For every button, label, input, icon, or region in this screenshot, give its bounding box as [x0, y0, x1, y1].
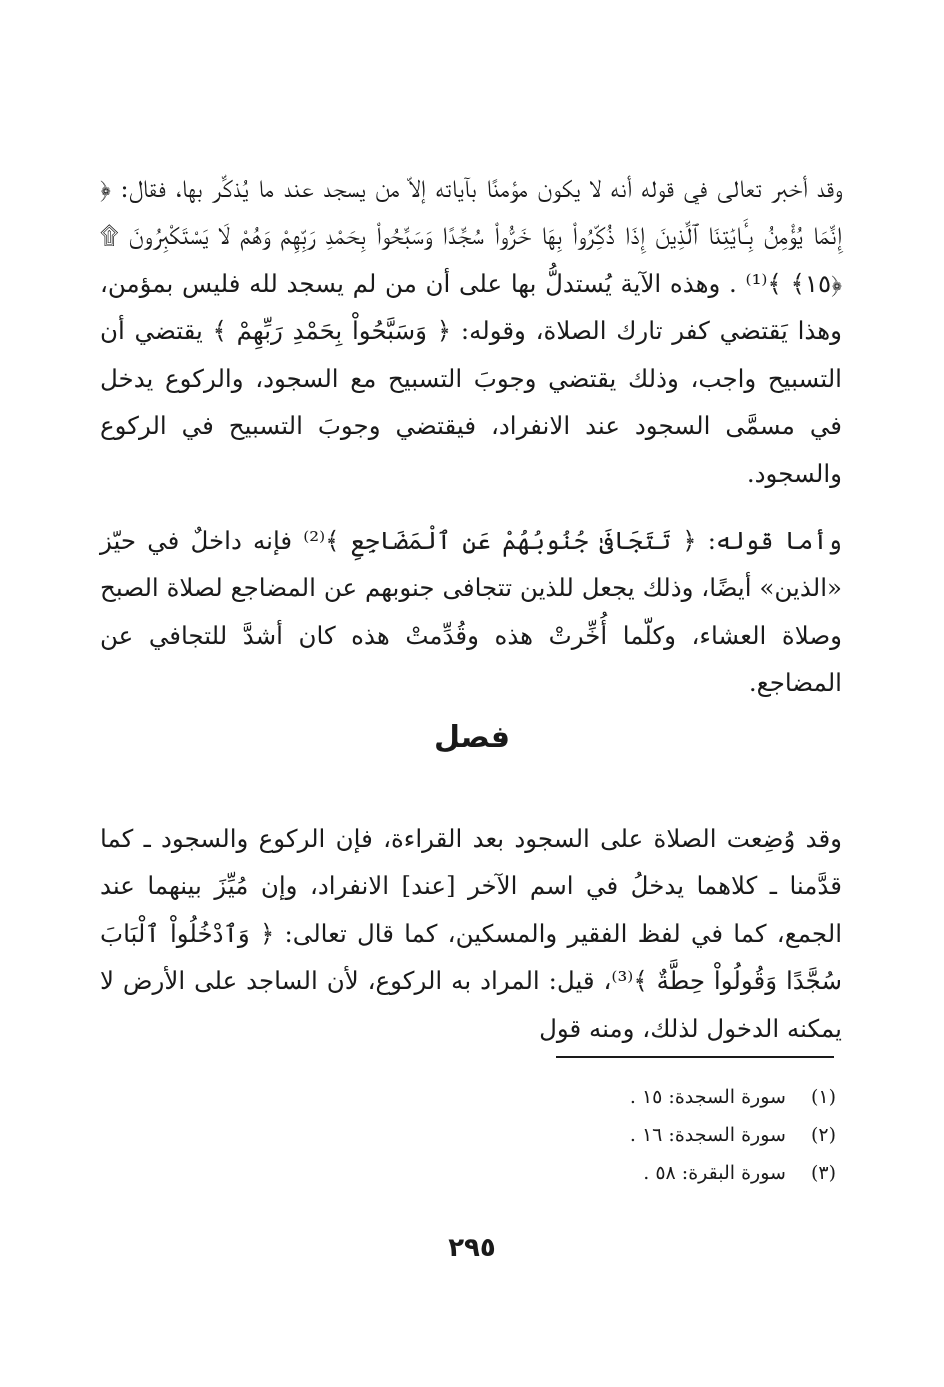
footnote-2 [400, 1116, 836, 1154]
footnote-1 [400, 1078, 836, 1116]
footnote-number: (٢) [810, 1124, 836, 1146]
footnote-number: (١) [810, 1086, 836, 1108]
body-paragraph-2: وأما قوله: ﴿ تَتَجَافَىٰ جُنُوبُهُمْ عَنِ ٱلْمَضَاجِعِ ﴾⁽²⁾ فإنه داخلٌ في حيّز «الذين» أيضًا، وذلك يجعل للذين تتجافى جنوبهم عن المضاجع لصلاة الصبح وصلاة العشاء، وكلّما أُخِّرتْ هذه وقُدِّمتْ هذه كان أشدَّ للتجافي عن المضاجع. [100, 525, 843, 697]
footnote-text: سورة البقرة: ٥٨ . [643, 1162, 786, 1184]
footnote-3 [400, 1154, 836, 1192]
footnote-text: سورة السجدة: ١٥ . [629, 1086, 786, 1108]
footnotes [400, 1078, 836, 1192]
footnote-divider [556, 1056, 834, 1058]
body-paragraph-1: وقد أخبر تعالى في قوله أنه لا يكون مؤمنًا بآياته إلاّ من يسجد عند ما يُذكَّر بها، فقال: ﴿ إِنَّمَا يُؤْمِنُ بِـَٔايَٰتِنَا ٱلَّذِينَ إِذَا ذُكِّرُواْ بِهَا خَرُّواْ سُجَّدًا وَسَبَّحُواْ بِحَمْدِ رَبِّهِمْ وَهُمْ لَا يَسْتَكْبِرُونَ ۩ ﴿١٥﴾ ﴾⁽¹⁾ . وهذه الآية يُستدلُّ بها على أن من لم يسجد لله فليس بمؤمن، وهذا يَقتضي كفر تارك الصلاة، وقوله: ﴿ وَسَبَّحُواْ بِحَمْدِ رَبِّهِمْ ﴾ يقتضي أن التسبيح واجب، وذلك يقتضي وجوبَ التسبيح مع السجود، والركوع يدخل في مسمَّى السجود عند الانفراد، فيقتضي وجوبَ التسبيح في الركوع والسجود. [100, 173, 842, 488]
footnote-number: (٣) [810, 1162, 836, 1184]
body-paragraph-3: وقد وُضِعت الصلاة على السجود بعد القراءة، فإن الركوع والسجود ـ كما قدَّمنا ـ كلاهما يدخلُ في اسم الآخر [عند] الانفراد، وإن مُيِّزَ بينهما عند الجمع، كما في لفظ الفقير والمسكين، كما قال تعالى: ﴿ وَٱدْخُلُواْ ٱلْبَابَ سُجَّدًا وَقُولُواْ حِطَّةٌ ﴾⁽³⁾، قيل: المراد به الركوع، لأن الساجد على الأرض لا يمكنه الدخول لذلك، ومنه قول [100, 823, 842, 1043]
page-number: ٢٩٥ [448, 1233, 496, 1263]
section-heading: فصل [434, 720, 510, 755]
footnote-text: سورة السجدة: ١٦ . [629, 1124, 786, 1146]
